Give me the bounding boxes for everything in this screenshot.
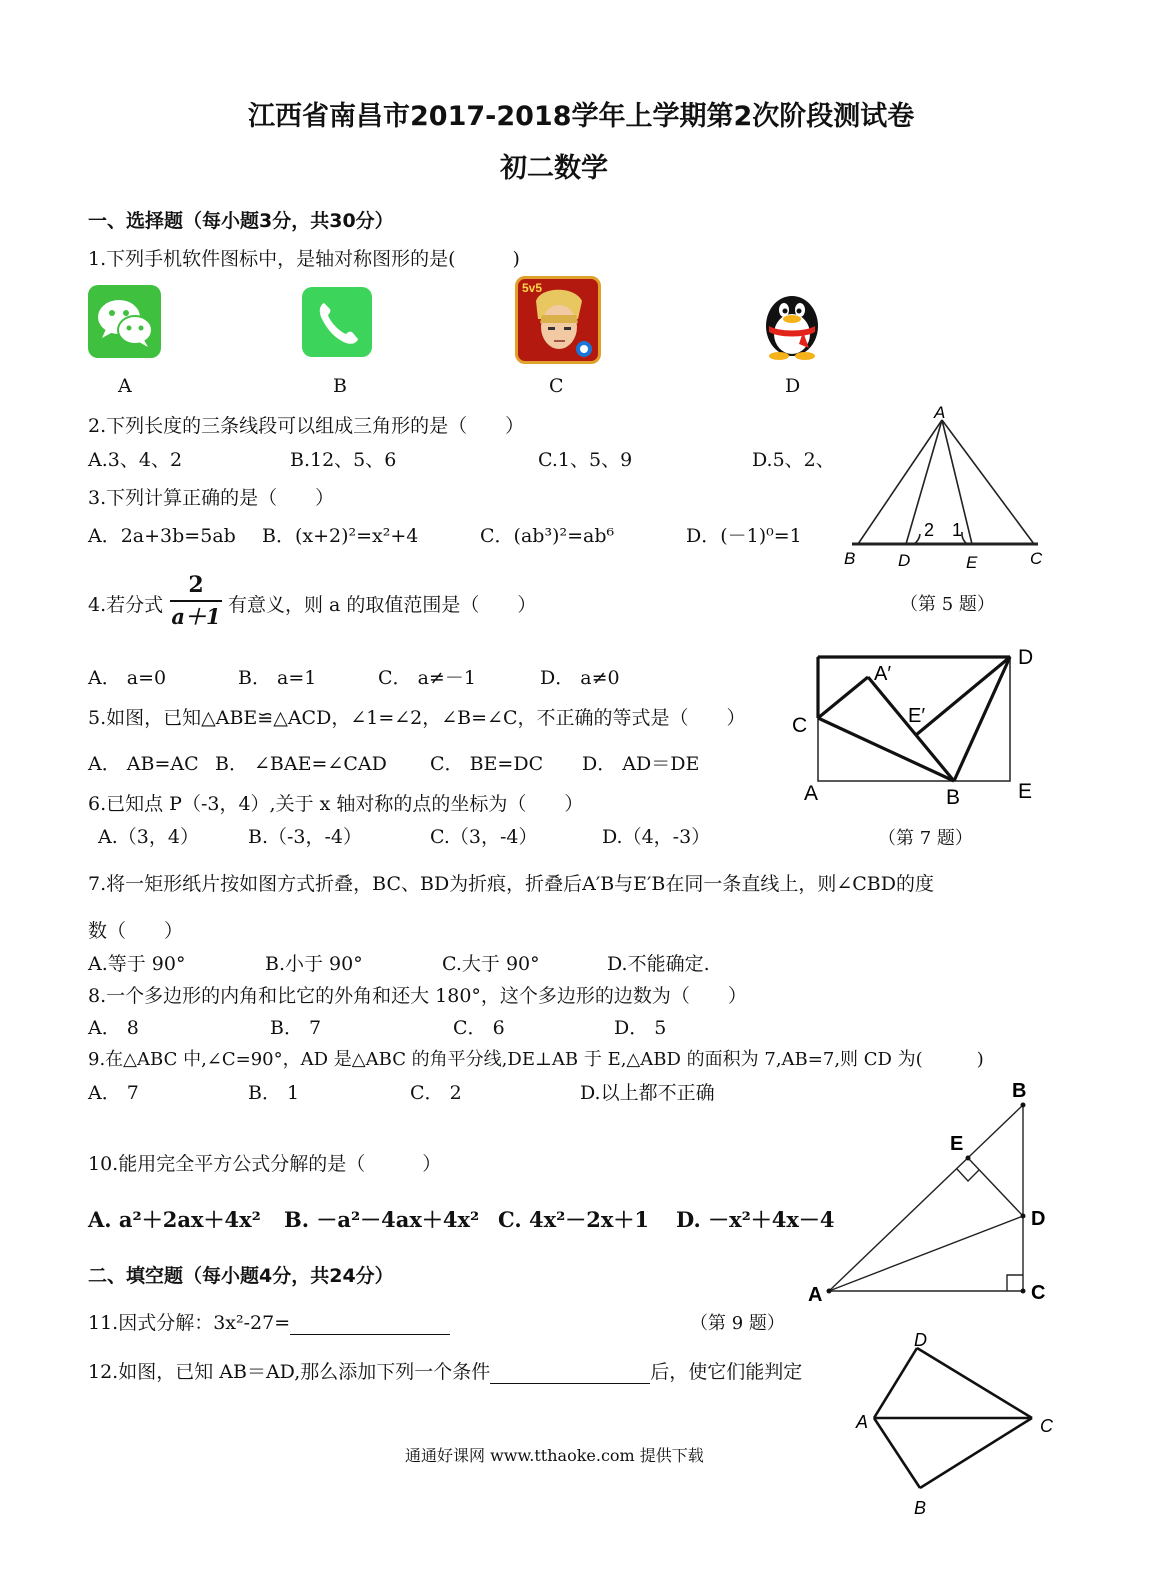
q5-option-d: D． AD＝DE — [582, 753, 700, 775]
fig5-angle-1: 1 — [952, 520, 963, 540]
fig12-label-c: C — [1040, 1416, 1053, 1436]
q5-option-b: B． ∠BAE=∠CAD — [215, 753, 387, 775]
q7-option-a: A.等于 90° — [88, 953, 186, 975]
fig5-caption: （第 5 题） — [900, 594, 995, 615]
q10-option-d: D. －x²＋4x－4 — [676, 1207, 835, 1232]
qq-penguin-icon — [757, 282, 827, 362]
fig12-label-b: B — [914, 1498, 927, 1518]
fig9-label-a: A — [808, 1284, 823, 1306]
q8-stem: 8.一个多边形的内角和比它的外角和还大 180°，这个多边形的边数为（ ） — [88, 985, 747, 1007]
q3-stem: 3.下列计算正确的是（ ） — [88, 487, 335, 509]
q2-option-d: D.5、2、 — [752, 449, 835, 471]
fig5-label-c: C — [1030, 549, 1043, 568]
q4-option-d: D． a≠0 — [540, 667, 620, 689]
fig7-label-e-prime: E′ — [908, 705, 926, 727]
q4-option-b: B． a=1 — [238, 667, 317, 689]
fig7-label-a-prime: A′ — [874, 663, 892, 685]
q4-numerator: 2 — [188, 572, 204, 598]
fig5-label-d: D — [898, 551, 911, 570]
q8-option-b: B． 7 — [270, 1017, 322, 1039]
q8-option-a: A． 8 — [88, 1017, 139, 1039]
fig12-label-d: D — [914, 1330, 927, 1350]
page-subtitle: 初二数学 — [500, 153, 608, 184]
section-heading-fill: 二、填空题（每小题4分，共24分） — [88, 1265, 394, 1287]
fig7-label-a: A — [804, 782, 819, 805]
fig12-label-a: A — [856, 1412, 869, 1432]
q4-option-c: C． a≠－1 — [378, 667, 476, 689]
game-icon — [515, 276, 601, 364]
q8-option-d: D． 5 — [614, 1017, 667, 1039]
fig9-label-b: B — [1012, 1080, 1027, 1102]
fig5-angle-2: 2 — [924, 520, 935, 540]
q12-text-pre: 12.如图，已知 AB＝AD,那么添加下列一个条件 — [88, 1361, 491, 1383]
q12-stem — [88, 1357, 802, 1384]
figure-7 — [788, 640, 1048, 815]
fig7-label-c: C — [792, 714, 808, 737]
q6-stem: 6.已知点 P（-3，4）,关于 x 轴对称的点的坐标为（ ） — [88, 793, 584, 815]
q7-stem-continued: 数（ ） — [88, 920, 184, 942]
q9-stem: 9.在△ABC 中,∠C=90°，AD 是△ABC 的角平分线,DE⊥AB 于 E,△ABD 的面积为 7,AB=7,则 CD 为( ) — [88, 1049, 984, 1070]
game-badge: 5v5 — [522, 281, 543, 295]
q3-option-b: B．(x+2)²=x²+4 — [262, 525, 419, 547]
q1-label-b: B — [333, 375, 347, 397]
fig5-label-a: A — [934, 403, 946, 422]
q4-denominator: a＋1 — [171, 604, 221, 629]
q2-stem: 2.下列长度的三条线段可以组成三角形的是（ ） — [88, 415, 525, 437]
q7-stem: 7.将一矩形纸片按如图方式折叠，BC、BD为折痕，折叠后A′B与E′B在同一条直线上，则∠CBD的度 — [88, 873, 934, 895]
q9-option-d: D.以上都不正确 — [580, 1082, 715, 1104]
q10-option-c: C. 4x²－2x＋1 — [498, 1207, 650, 1232]
q6-option-b: B.（-3，-4） — [248, 826, 363, 848]
fig7-label-b: B — [946, 786, 961, 809]
q2-option-b: B.12、5、6 — [290, 449, 397, 471]
fig5-label-b: B — [844, 549, 856, 568]
fig9-label-d: D — [1031, 1208, 1046, 1230]
q11-stem — [88, 1308, 450, 1335]
q4-fraction — [168, 570, 224, 632]
fig7-label-d: D — [1018, 646, 1034, 669]
phone-icon — [302, 287, 372, 357]
q8-option-c: C． 6 — [453, 1017, 505, 1039]
q5-stem: 5.如图，已知△ABE≌△ACD，∠1=∠2，∠B=∠C，不正确的等式是（ ） — [88, 707, 746, 729]
page-title: 江西省南昌市2017-2018学年上学期第2次阶段测试卷 — [248, 101, 915, 132]
fig9-label-e: E — [950, 1133, 964, 1155]
q9-option-b: B． 1 — [248, 1082, 300, 1104]
fig9-label-c: C — [1031, 1282, 1046, 1304]
q6-option-a: A.（3，4） — [98, 826, 199, 848]
q10-option-b: B. －a²－4ax＋4x² — [284, 1207, 480, 1232]
q1-label-a: A — [118, 375, 132, 397]
q10-stem: 10.能用完全平方公式分解的是（ ） — [88, 1153, 442, 1175]
q11-text: 11.因式分解：3x²-27= — [88, 1312, 291, 1334]
q7-option-d: D.不能确定. — [607, 953, 710, 975]
q4-stem-pre: 4.若分式 — [88, 594, 164, 616]
fig7-label-e: E — [1018, 780, 1033, 803]
q4-option-a: A． a=0 — [88, 667, 167, 689]
q3-option-c: C．(ab³)²=ab⁶ — [480, 525, 615, 547]
q2-option-c: C.1、5、9 — [538, 449, 633, 471]
q1-stem: 1.下列手机软件图标中，是轴对称图形的是( ) — [88, 248, 520, 270]
q6-option-d: D.（4，-3） — [602, 826, 711, 848]
q6-option-c: C.（3，-4） — [430, 826, 538, 848]
q9-option-a: A． 7 — [88, 1082, 139, 1104]
q5-option-c: C． BE=DC — [430, 753, 544, 775]
q4-stem-post: 有意义，则 a 的取值范围是（ ） — [228, 594, 537, 616]
figure-5 — [838, 402, 1058, 577]
q1-label-c: C — [549, 375, 564, 397]
figure-9 — [798, 1075, 1058, 1310]
wechat-icon — [88, 285, 161, 358]
fig5-label-e: E — [966, 553, 978, 572]
q12-answer-blank[interactable] — [490, 1363, 650, 1384]
q12-text-post: 后，使它们能判定 — [650, 1361, 803, 1383]
fig7-caption: （第 7 题） — [878, 828, 973, 849]
q2-option-a: A.3、4、2 — [88, 449, 183, 471]
figure-12 — [850, 1328, 1060, 1528]
q3-option-d: D．(－1)⁰=1 — [686, 525, 802, 547]
q11-answer-blank[interactable] — [290, 1314, 450, 1335]
q7-option-c: C.大于 90° — [442, 953, 540, 975]
section-heading-choice: 一、选择题（每小题3分，共30分） — [88, 210, 394, 232]
q10-option-a: A. a²＋2ax＋4x² — [88, 1207, 261, 1232]
q5-option-a: A． AB=AC — [88, 753, 199, 775]
q7-option-b: B.小于 90° — [265, 953, 363, 975]
q9-option-c: C． 2 — [410, 1082, 462, 1104]
footer-note: 通通好课网 www.tthaoke.com 提供下载 — [405, 1446, 704, 1465]
fig9-caption: （第 9 题） — [690, 1313, 785, 1334]
q1-label-d: D — [785, 375, 801, 397]
q3-option-a: A．2a+3b=5ab — [88, 525, 236, 547]
